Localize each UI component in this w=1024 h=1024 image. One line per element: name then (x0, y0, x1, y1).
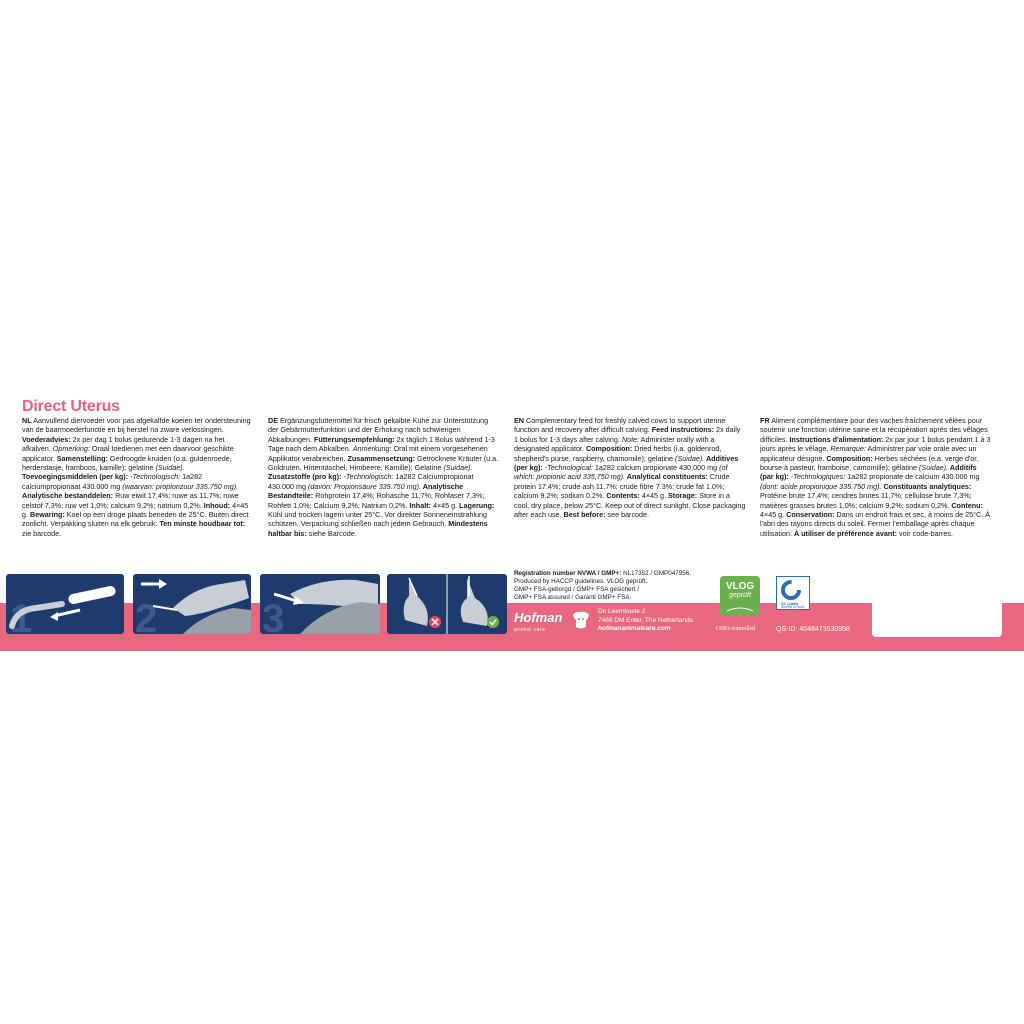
gmo-label: GMO-controlled (716, 626, 755, 632)
cow-head-icon (133, 574, 251, 634)
text-column-de: DE Ergänzungsfuttermittel für frisch gekalbte Kühe zur Unterstützung der Gebärmutterfunktion und der Erholung nach schwierigen Abkalbungen. Fütterungsempfehlung: 2x täglich 1 Bolus während 1-3 Tage nach dem Abkalben. Anmerkung: Oral mit einem vorgesehenen Applikator verabreichen. Zusammensetzung: Getrocknete Kräuter (u.a. Goldruten, Hirtentäschel, Himbeere, Kamille); Gelatine (Suidae). Zusatzstoffe (pro kg): -Technologisch: 1a282 Calciumpropionat 430.000 mg (davon: Propionsäure 335.750 mg). Analytische Bestandteile: Rohprotein 17,4%; Rohasche 11,7%; Rohfaser 7,3%; Rohfett 1,0%; Calcium 9,2%; Natrium 0,2%. Inhalt: 4×45 g. Lagerung: Kühl und trocken lagern unter 25°C. Vor direkter Sonneneinstrahlung schützen. Verpackung schließen nach jedem Gebrauch. Mindestens haltbar bis: siehe Barcode. (268, 416, 499, 538)
check-icon (487, 616, 499, 628)
hofman-logo: Hofman animal care (514, 605, 594, 635)
qs-ring-icon (777, 577, 809, 609)
lang-code: FR (760, 416, 770, 425)
company-address: De Leemkoele 2 7468 DM Enter, The Netherlands hofmananimalcare.com (598, 608, 693, 633)
text-column-en: EN Complementary feed for freshly calved cows to support uterine function and recovery after difficult calving. Feed instructions: 2x daily 1 bolus for 1-3 days after calving. Note: Administer orally with a designated applicator. Composition: Dried herbs (i.a. goldenrod, shepherd's purse, raspberry, chamomile); gelatine (Suidae). Additives (per kg): -Technological: 1a282 calcium propionate 430,000 mg (of which: propionic acid 335,750 mg). Analytical constituents: Crude protein 17.4%; crude ash 11.7%; crude fibre 7.3%; crude fat 1.0%; calcium 9.2%; sodium 0.2%. Contents: 4×45 g. Storage: Store in a cool, dry place, below 25°C. Keep out of direct sunlight. Close packaging after each use. Best before: see barcode. (514, 416, 746, 520)
text-column-nl: NL Aanvullend diervoeder voor pas afgekalfde koeien ter ondersteuning van de baarmoederfunctie en bij herstel na zware verlossingen. Voederadvies: 2x per dag 1 bolus gedurende 1-3 dagen na het afkalven. Opmerking: Oraal toedienen met een daarvoor geschikte applicator. Samenstelling: Gedroogde kruiden (o.a. guldenroede, herderstasje, framboos, kamille); gelatine (Suidae). Toevoegingsmiddelen (per kg): -Technologisch: 1a282 calciumpropionaat 430.000 mg (waarvan: propionzuur 335.750 mg). Analytische bestanddelen: Ruw eiwit 17,4%; ruwe as 11,7%; ruwe celstof 7,3%; ruw vet 1,0%; calcium 9,2%; natrium 0,2%. Inhoud: 4×45 g. Bewaring: Koel op een droge plaats beneden de 25°C. Buiten direct zonlicht. Verpakking sluiten na elk gebruik. Ten minste houdbaar tot: zie barcode. (22, 416, 251, 538)
correct-incorrect-icon (387, 574, 507, 634)
product-title: Direct Uterus (22, 398, 120, 415)
product-label (0, 390, 1024, 660)
step-number: 3 (262, 597, 285, 634)
registration-info: Registration number NVWA / GMP+: NL17352 / GMP047956. Produced by HACCP guidelines. VLOG geprüft. GMP+ FSA-geborgd / GMP+ FSA gesichert / GMP+ FSA assured / Garanti GMP+ FSA. (514, 570, 692, 601)
qs-id: QS-ID: 4048473530958 (776, 626, 850, 633)
wheat-icon (725, 605, 755, 613)
cow-swallow-icon (260, 574, 380, 634)
step-2-panel (133, 574, 251, 634)
step-number: 1 (10, 597, 33, 634)
lang-code: EN (514, 416, 524, 425)
step-1-panel (6, 574, 124, 634)
cow-logo-icon (570, 609, 592, 631)
step-number: 2 (135, 597, 158, 634)
bolus-applicator-icon (6, 574, 124, 634)
step-check-panel (387, 574, 507, 634)
step-3-panel (260, 574, 380, 634)
text-column-fr: FR Aliment complémentaire pour des vaches fraîchement vêlées pour soutenir une fonction utérine saine et la récupération après des vêlages difficiles. Instructions d'alimentation: 2x par jour 1 bolus pendant 1 à 3 jours après le vêlage. Remarque: Administrer par voie orale avec un applicateur désigné. Composition: Herbes séchées (e.a. verge d'or, bourse à pasteur, framboise, camomille); gélatine (Suidae). Additifs (par kg): -Technologiques: 1a282 propionate de calcium 430.000 mg (dont: acide propionique 335.750 mg). Constituants analytiques: Protéine brute 17,4%; cendres brutes 11,7%; cellulose brute 7,3%; matières grasses brutes 1,0%; calcium 9,2%; sodium 0,2%. Contenu: 4×45 g. Conservation: Dans un endroit frais et sec, à moins de 25°C. À l'abri des rayons directs du soleil. Fermer l'emballage après chaque utilisation. À utiliser de préférence avant: voir code-barres. (760, 416, 991, 538)
lang-code: DE (268, 416, 278, 425)
barcode-area (872, 603, 1002, 637)
qs-logo (776, 576, 810, 610)
website-link[interactable]: hofmananimalcare.com (598, 625, 671, 633)
svg-text:QS. Quality: QS. Quality (781, 602, 799, 606)
vlog-badge: VLOG geprüft (720, 576, 760, 616)
lang-code: NL (22, 416, 32, 425)
svg-text:scheme for food.: scheme for food. (781, 605, 805, 609)
